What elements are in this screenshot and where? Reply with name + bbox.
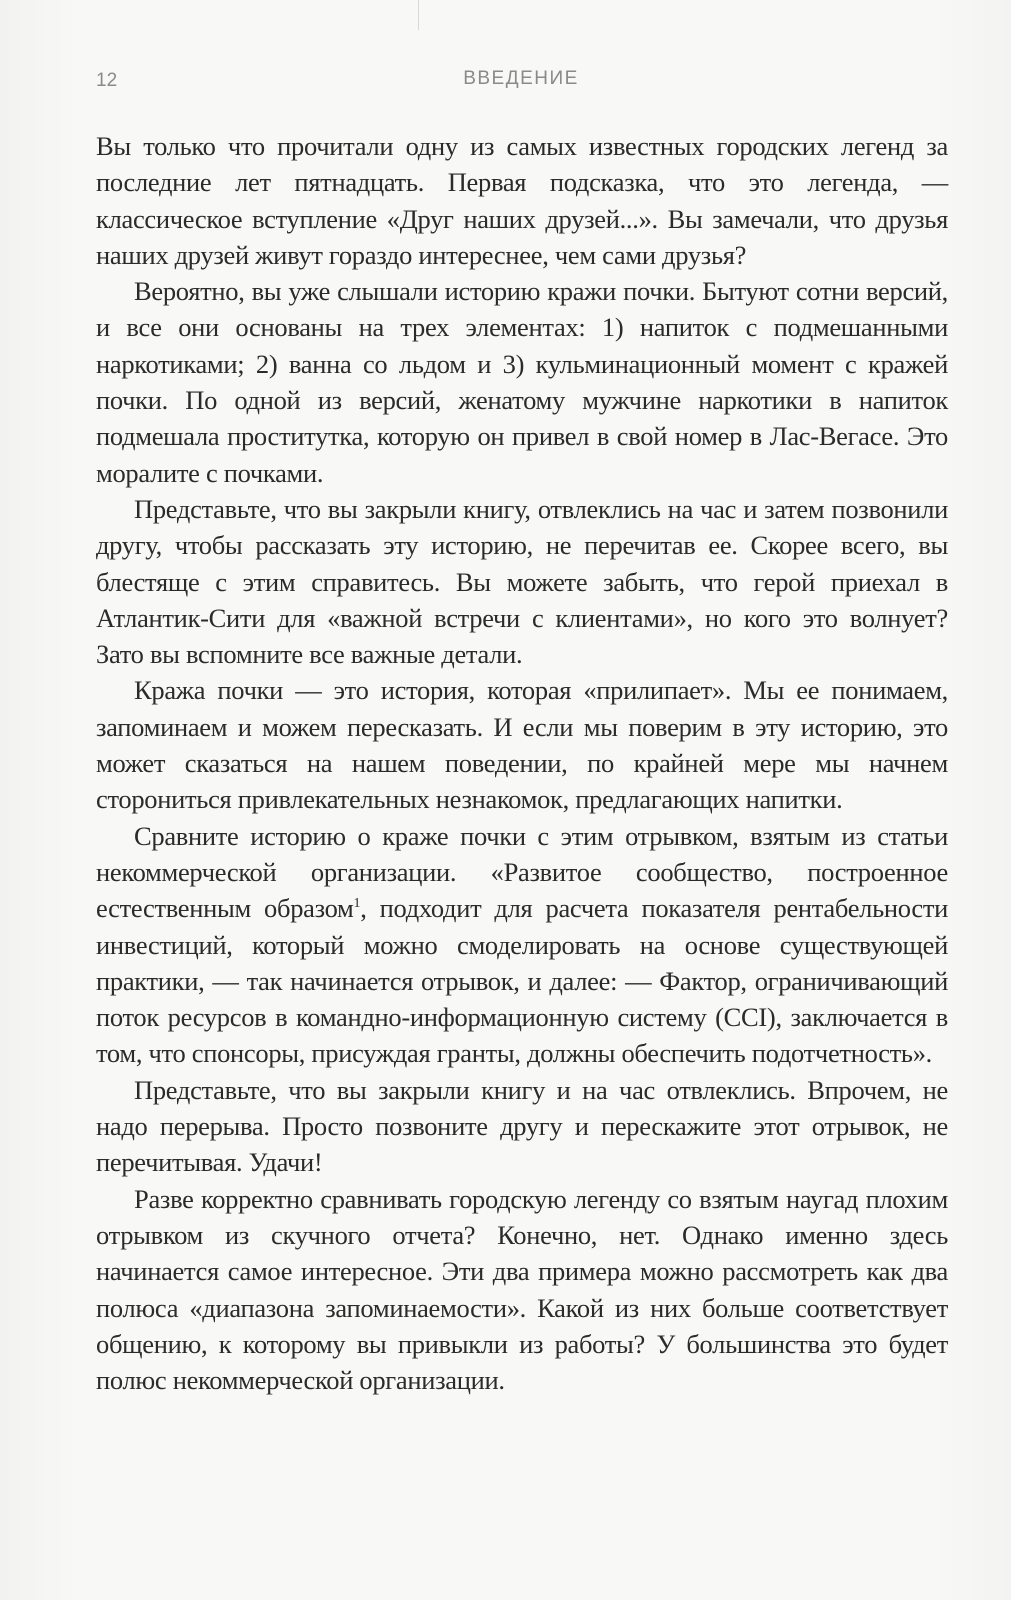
- paragraph-text: Сравните историю о краже почки с этим отрывком, взятым из статьи некоммерческой организации. «Развитое сообщество, построенное естественным образом: [96, 820, 948, 924]
- paragraph: Разве корректно сравнивать городскую легенду со взятым наугад плохим отрывком из скучного отчета? Конечно, нет. Однако именно здесь начинается самое интересное. Эти два примера можно рассмотреть как два полюса «диапазона запоминаемости». Какой из них больше соответствует общению, к которому вы привыкли из работы? У большинства это будет полюс некоммерческой организации.: [96, 1183, 948, 1396]
- paragraph: Вы только что прочитали одну из самых известных городских легенд за последние лет пятнадцать. Первая подсказка, что это легенда, — классическое вступление «Друг наших друзей...». Вы замечали, что друзья наших друзей живут гораздо интереснее, чем сами друзья?: [96, 131, 948, 270]
- paragraph: Представьте, что вы закрыли книгу и на час отвлеклись. Впрочем, не надо перерыва. Просто позвоните другу и перескажите этот отрывок, не перечитывая. Удачи!: [96, 1074, 948, 1178]
- running-head: ВВЕДЕНИЕ: [463, 68, 579, 89]
- paragraph: Представьте, что вы закрыли книгу, отвлеклись на час и затем позвонили другу, чтобы рассказать эту историю, не перечитав ее. Скорее всего, вы блестяще с этим справитесь. Вы можете забыть, что герой приехал в Атлантик-Сити для «важной встречи с клиентами», но кого это волнует? Зато вы вспомните все важные детали.: [96, 493, 948, 670]
- page-gutter-line: [418, 0, 419, 30]
- body-text: [96, 128, 948, 1398]
- page-number: 12: [96, 70, 118, 91]
- page-header: [96, 66, 946, 96]
- paragraph: Вероятно, вы уже слышали историю кражи почки. Бытуют сотни версий, и все они основаны на трех элементах: 1) напиток с подмешанными наркотиками; 2) ванна со льдом и 3) кульминационный момент с кражей почки. По одной из версий, женатому мужчине наркотики в напиток подмешала проститутка, которую он привел в свой номер в Лас-Вегасе. Это моралите с почками.: [96, 276, 948, 488]
- paragraph-text: , подходит для расчета показателя рентабельности инвестиций, который можно смоделировать на основе существующей практики, — так начинается отрывок, и далее: — Фактор, ограничивающий поток ресурсов в командно-информационную систему (CCI), заключается в том, что спонсоры, присуждая гранты, должны обеспечить подотчетность».: [96, 893, 948, 1069]
- paragraph-with-footnote: [96, 818, 948, 1072]
- paragraph: Кража почки — это история, которая «прилипает». Мы ее понимаем, запоминаем и можем пересказать. И если мы поверим в эту историю, это может сказаться на нашем поведении, по крайней мере мы начнем сторониться привлекательных незнакомок, предлагающих напитки.: [96, 675, 948, 815]
- footnote-marker: 1: [353, 896, 361, 912]
